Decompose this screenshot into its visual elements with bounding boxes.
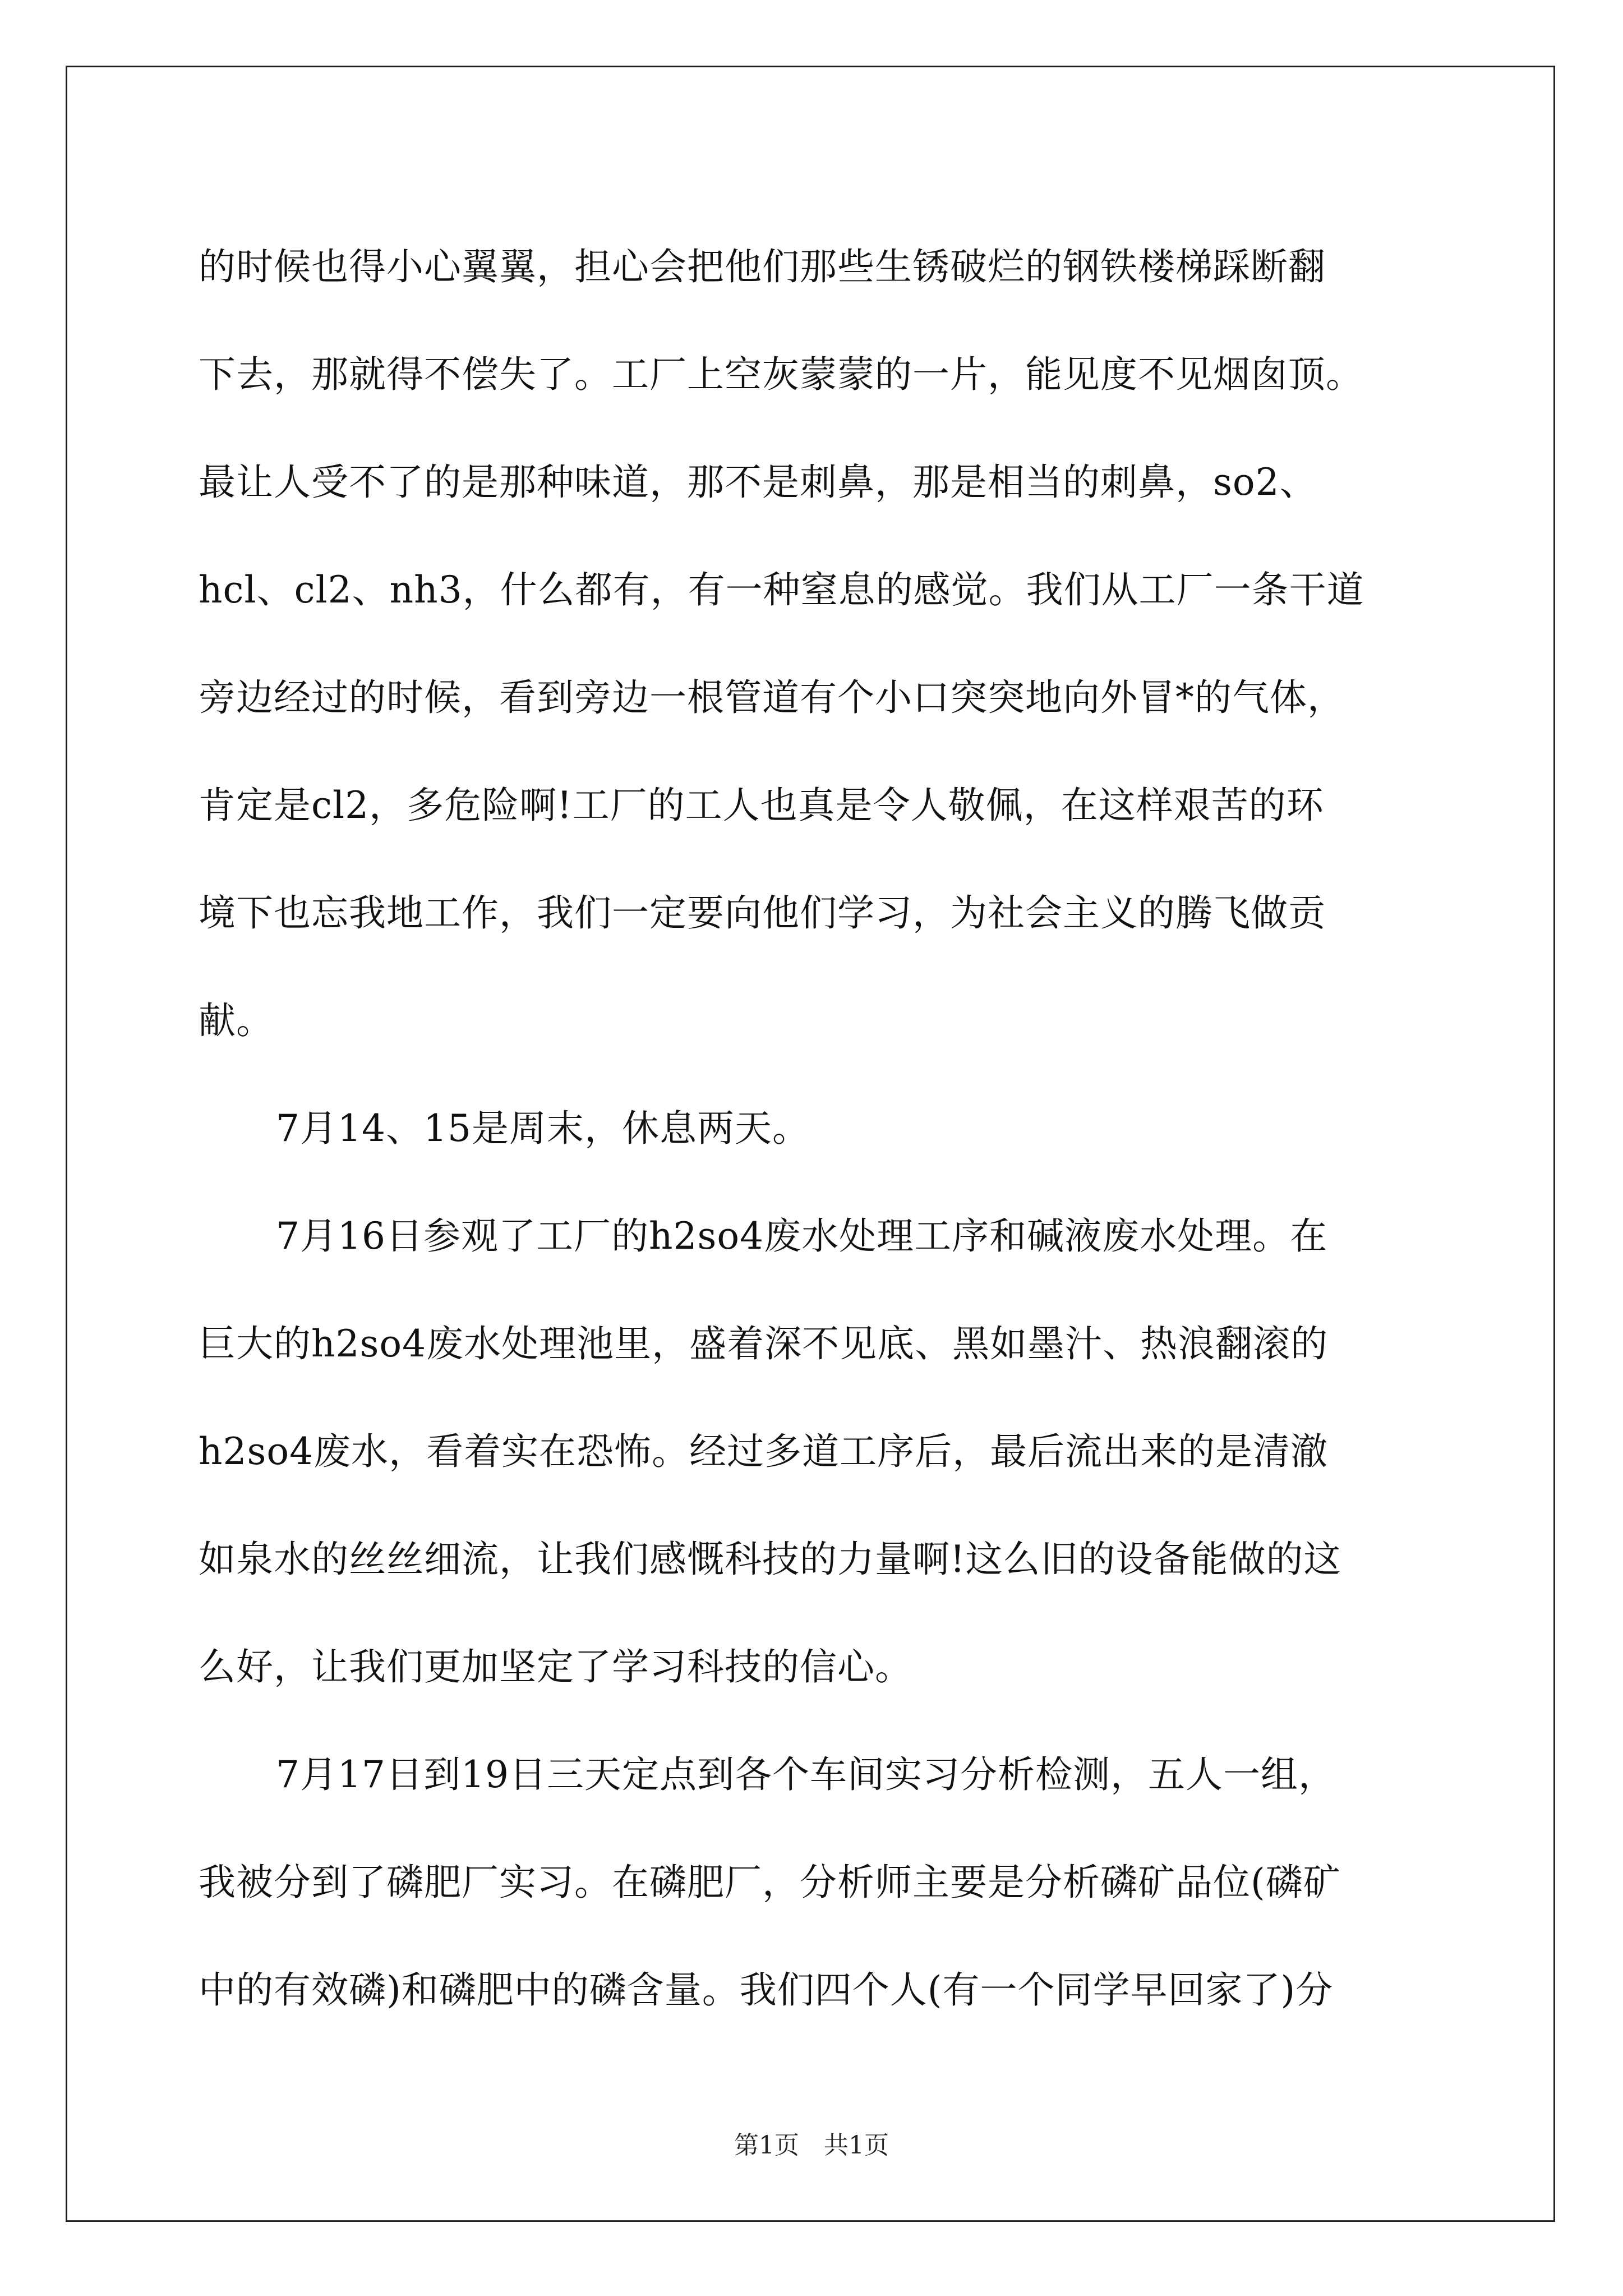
page-total: 共1页 (824, 2131, 889, 2160)
paragraph-start-line: 7月17日到19日三天定点到各个车间实习分析检测，五人一组， (276, 1753, 1336, 1796)
text-line: 的时候也得小心翼翼，担心会把他们那些生锈破烂的钢铁楼梯踩断翻 (199, 245, 1326, 288)
text-line: 境下也忘我地工作，我们一定要向他们学习，为社会主义的腾飞做贡 (199, 891, 1326, 935)
text-line: 么好，让我们更加坚定了学习科技的信心。 (199, 1645, 912, 1688)
page-footer (0, 2125, 1623, 2161)
text-line: 献。 (199, 999, 274, 1042)
text-line: 如泉水的丝丝细流，让我们感慨科技的力量啊!这么旧的设备能做的这 (199, 1538, 1341, 1581)
text-line: 旁边经过的时候，看到旁边一根管道有个小口突突地向外冒*的气体， (199, 676, 1345, 719)
text-line: h2so4废水，看着实在恐怖。经过多道工序后，最后流出来的是清澈 (199, 1430, 1329, 1473)
text-line: 肯定是cl2，多危险啊!工厂的工人也真是令人敬佩，在这样艰苦的环 (199, 784, 1324, 827)
text-line: 最让人受不了的是那种味道，那不是刺鼻，那是相当的刺鼻，so2、 (199, 461, 1317, 504)
text-line: 中的有效磷)和磷肥中的磷含量。我们四个人(有一个同学早回家了)分 (199, 1968, 1334, 2012)
text-line: 巨大的h2so4废水处理池里，盛着深不见底、黑如墨汁、热浪翻滚的 (199, 1322, 1329, 1365)
document-body (199, 213, 1427, 2044)
paragraph-start-line: 7月14、15是周末，休息两天。 (276, 1107, 810, 1150)
paragraph-start-line: 7月16日参观了工厂的h2so4废水处理工序和碱液废水处理。在 (276, 1214, 1328, 1258)
text-line: 下去，那就得不偿失了。工厂上空灰蒙蒙的一片，能见度不见烟囱顶。 (199, 353, 1363, 396)
text-line: 我被分到了磷肥厂实习。在磷肥厂，分析师主要是分析磷矿品位(磷矿 (199, 1861, 1341, 1904)
text-line: hcl、cl2、nh3，什么都有，有一种窒息的感觉。我们从工厂一条干道 (199, 568, 1364, 611)
page-number: 第1页 (734, 2131, 799, 2160)
